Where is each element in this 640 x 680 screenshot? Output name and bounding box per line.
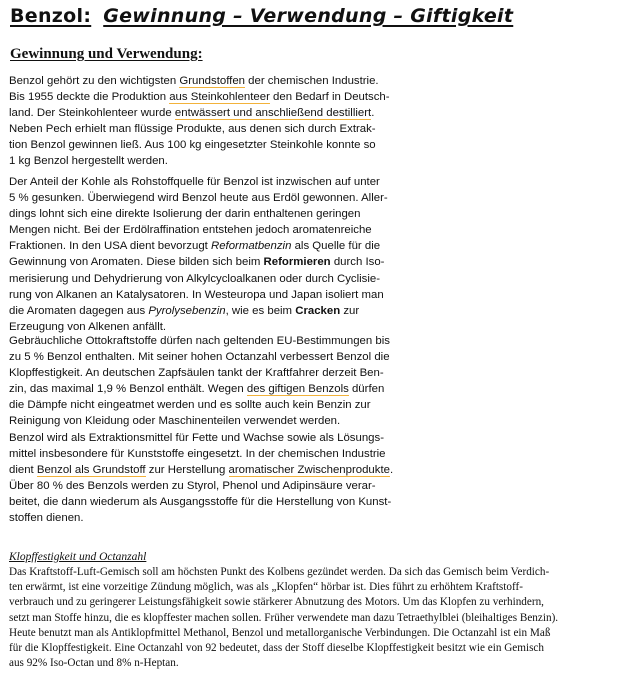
text-line: Klopffestigkeit. An deutschen Zapfsäulen tankt der Kraftfahrer derzeit Ben-: [9, 367, 384, 380]
sub-heading-klopffestigkeit: Klopffestigkeit und Octanzahl: [9, 551, 147, 563]
term-reformatbenzin: Reformatbenzin: [211, 240, 292, 253]
text-line: zu 5 % Benzol enthalten. Mit seiner hohen Octanzahl verbessert Benzol die: [9, 351, 390, 364]
highlight: entwässert und anschließend destilliert: [174, 107, 372, 120]
highlight: Grundstoffen: [179, 75, 245, 87]
text-line: Über 80 % des Benzols werden zu Styrol, Phenol und Adipinsäure verar-: [9, 479, 376, 492]
text-line: setzt man Stoffe hinzu, die es klopffester machen sollen. Früher verwendete man dazu Tetraethylblei (bleihaltiges Benzin).: [9, 611, 559, 624]
text-line: 5 % gesunken. Überwiegend wird Benzol heute aus Erdöl gewonnen. Aller-: [9, 192, 388, 205]
text-line: verbrauch und zu geringerer Leistungsfähigkeit sowie stärkerer Abnutzung des Motors. Um das Klopfen zu verhindern,: [9, 596, 544, 609]
text-line: merisierung und Dehydrierung von Alkylcycloalkanen oder durch Cyclisie-: [9, 272, 381, 285]
paragraph-verwendung: [9, 333, 601, 526]
highlight: aromatischer Zwischenprodukte: [228, 463, 390, 476]
title-subtitle: Gewinnung – Verwendung – Giftigkeit: [103, 5, 514, 27]
title-benzol: Benzol:: [10, 5, 92, 27]
text-line: Erzeugung von Alkenen anfällt.: [9, 320, 167, 333]
text-line: die Aromaten dagegen aus Pyrolysebenzin, wie es beim Cracken zur: [9, 304, 360, 317]
text-line: Gewinnung von Aromaten. Diese bilden sich beim Reformieren durch Iso-: [9, 256, 385, 269]
page-title: [10, 5, 610, 27]
text-line: für die Klopffestigkeit. Eine Octanzahl von 92 bedeutet, dass der Stoff dieselbe Klopffestigkeit besitzt wie ein Gemisch: [9, 642, 544, 655]
text-line: Das Kraftstoff-Luft-Gemisch soll am höchsten Punkt des Kolbens gezündet werden. Da sich das Gemisch beim Verdich-: [9, 566, 550, 578]
text-line: Neben Pech erhielt man flüssige Produkte, aus denen sich durch Extrak-: [9, 123, 376, 136]
text-line: beitet, die dann wiederum als Ausgangsstoffe für die Herstellung von Kunst-: [9, 495, 392, 508]
text-line: Mengen nicht. Bei der Erdölraffination entstehen jedoch aromatenreiche: [9, 224, 372, 237]
text-line: Heute benutzt man als Antiklopfmittel Methanol, Benzol und metallorganische Verbindungen. Die Octanzahl ist ein Maß: [9, 626, 551, 639]
term-cracken: Cracken: [295, 304, 341, 317]
text-line: Gebräuchliche Ottokraftstoffe dürfen nach geltenden EU-Bestimmungen bis: [9, 335, 390, 347]
section-heading: Gewinnung und Verwendung:: [10, 46, 203, 62]
text-line: rung von Alkanen an Katalysatoren. In Westeuropa und Japan isoliert man: [9, 288, 384, 301]
text-line: 1 kg Benzol hergestellt werden.: [9, 155, 168, 168]
text-line: Benzol wird als Extraktionsmittel für Fette und Wachse sowie als Lösungs-: [9, 431, 384, 444]
highlight: aus Steinkohlenteer: [169, 91, 270, 104]
text-line: dings lohnt sich eine direkte Isolierung der darin enthaltenen geringen: [9, 208, 361, 221]
highlight: Benzol als Grundstoff: [36, 463, 146, 476]
text-line: Fraktionen. In den USA dient bevorzugt Reformatbenzin als Quelle für die: [9, 240, 381, 253]
text-line: aus 92% Iso-Octan und 8% n-Heptan.: [9, 657, 179, 670]
text-line: Reinigung von Kleidung oder Maschinenteilen verwendet werden.: [9, 415, 341, 428]
text-line: tion Benzol gewinnen ließ. Aus 100 kg eingesetzter Steinkohle konnte so: [9, 139, 376, 152]
paragraph-rohstoffquelle: [9, 174, 601, 335]
text-line: dient Benzol als Grundstoff zur Herstellung aromatischer Zwischenprodukte.: [9, 463, 394, 476]
text-line: Bis 1955 deckte die Produktion aus Steinkohlenteer den Bedarf in Deutsch-: [9, 91, 390, 104]
term-reformieren: Reformieren: [263, 256, 331, 269]
text-line: zin, das maximal 1,9 % Benzol enthält. Wegen des giftigen Benzols dürfen: [9, 383, 385, 396]
paragraph-klopffestigkeit: [9, 565, 629, 671]
text-line: land. Der Steinkohlenteer wurde entwässert und anschließend destilliert.: [9, 107, 375, 120]
term-pyrolysebenzin: Pyrolysebenzin: [148, 304, 226, 317]
text-line: Der Anteil der Kohle als Rohstoffquelle für Benzol ist inzwischen auf unter: [9, 176, 380, 188]
highlight: des giftigen Benzols: [246, 383, 349, 396]
text-line: ten erwärmt, ist eine vorzeitige Zündung möglich, was als „Klopfen“ hörbar ist. Dies führt zu erhöhtem Kraftstoff-: [9, 581, 523, 594]
text-line: mittel insbesondere für Kunststoffe eingesetzt. In der chemischen Industrie: [9, 447, 386, 460]
text-line: Benzol gehört zu den wichtigsten Grundstoffen der chemischen Industrie.: [9, 75, 379, 87]
text-line: die Dämpfe nicht eingeatmet werden und es sollte auch kein Benzin zur: [9, 399, 371, 412]
paragraph-gewinnung: [9, 73, 601, 170]
text-line: stoffen dienen.: [9, 512, 84, 525]
